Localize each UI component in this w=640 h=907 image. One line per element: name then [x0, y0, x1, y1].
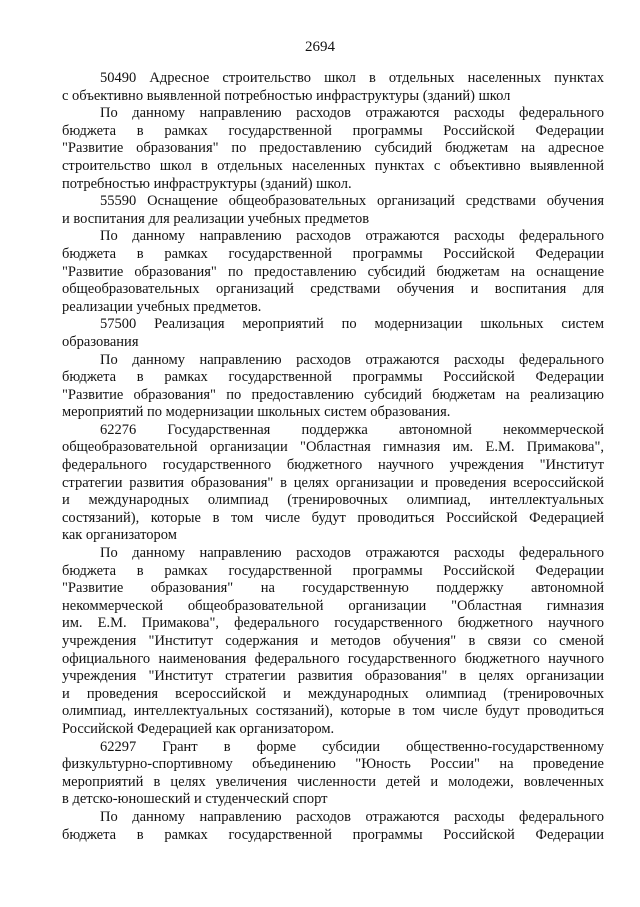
text-line: "Развитие образования" на государственную поддержку автономной [62, 580, 604, 597]
text-line: реализации учебных предметов. [62, 298, 262, 315]
text-line: и проведения всероссийской и международных олимпиад (тренировочных [62, 685, 604, 702]
text-line: стратегии развития образования" в целях организации и проведения всероссийской [62, 474, 604, 491]
page-number: 2694 [305, 39, 335, 55]
text-line: бюджета в рамках государственной программы Российской Федерации [62, 245, 604, 262]
text-line: 50490 Адресное строительство школ в отдельных населенных пунктах [100, 70, 604, 86]
text-line: федерального государственного бюджетного научного учреждения "Институт [62, 457, 604, 474]
text-line: потребностью инфраструктуры (зданий) школ. [62, 175, 352, 192]
text-line: бюджета в рамках государственной программы Российской Федерации [62, 826, 604, 843]
text-line: бюджета в рамках государственной программы Российской Федерации [62, 122, 604, 139]
text-line: 57500 Реализация мероприятий по модернизации школьных систем [100, 316, 604, 333]
text-line: официального наименования федерального государственного бюджетного научного [62, 650, 604, 667]
text-line: бюджета в рамках государственной программы Российской Федерации [62, 562, 604, 579]
text-line: и воспитания для реализации учебных предметов [62, 210, 370, 227]
text-line: Российской Федерацией как организатором. [62, 720, 335, 737]
text-line: в детско-юношеский и студенческий спорт [62, 791, 328, 808]
text-line: физкультурно-спортивному объединению "Юность России" на проведение [62, 756, 604, 773]
text-line: и международных олимпиад (тренировочных олимпиад, интеллектуальных [62, 492, 604, 509]
text-line: олимпиад, интеллектуальных состязаний), которые в том числе будут проводиться [62, 703, 604, 720]
text-line: как организатором [62, 527, 177, 544]
text-line: общеобразовательных организаций средствами обучения и воспитания для [62, 281, 604, 298]
text-line: некоммерческой общеобразовательной организации "Областная гимназия [62, 597, 604, 614]
document-body [62, 70, 604, 844]
text-line: учреждения "Институт содержания и методов обучения" в связи со сменой [62, 633, 604, 649]
text-line: бюджета в рамках государственной программы Российской Федерации [62, 369, 604, 386]
text-line: 55590 Оснащение общеобразовательных организаций средствами обучения [100, 193, 604, 210]
text-line: По данному направлению расходов отражаются расходы федерального [100, 105, 604, 122]
text-line: образования [62, 333, 139, 350]
text-line: По данному направлению расходов отражаются расходы федерального [100, 545, 604, 562]
text-line: По данному направлению расходов отражаются расходы федерального [100, 808, 604, 825]
text-line: 62276 Государственная поддержка автономной некоммерческой [100, 421, 604, 438]
text-line: состязаний), которые в том числе будут проводиться Российской Федерацией [62, 509, 604, 526]
text-line: По данному направлению расходов отражаются расходы федерального [100, 351, 604, 368]
text-line: По данному направлению расходов отражаются расходы федерального [100, 228, 604, 245]
text-line: строительство школ в отдельных населенных пунктах с объективно выявленной [62, 157, 604, 174]
text-line: учреждения "Институт стратегии развития образования" в целях организации [62, 668, 604, 685]
text-line: им. Е.М. Примакова", федерального государственного бюджетного научного [62, 615, 604, 632]
text-line: 62297 Грант в форме субсидии общественно-государственному [100, 738, 604, 755]
text-line: "Развитие образования" по предоставлению субсидий бюджетам на адресное [62, 140, 604, 157]
text-line: с объективно выявленной потребностью инфраструктуры (зданий) школ [62, 87, 511, 104]
text-line: мероприятий по модернизации школьных систем образования. [62, 404, 451, 421]
text-line: мероприятий в целях увеличения численности детей и молодежи, вовлеченных [62, 773, 604, 790]
text-line: "Развитие образования" по предоставлению субсидий бюджетам на реализацию [62, 386, 604, 403]
text-line: "Развитие образования" по предоставлению субсидий бюджетам на оснащение [62, 263, 604, 280]
text-line: общеобразовательной организации "Областная гимназия им. Е.М. Примакова", [62, 439, 604, 456]
